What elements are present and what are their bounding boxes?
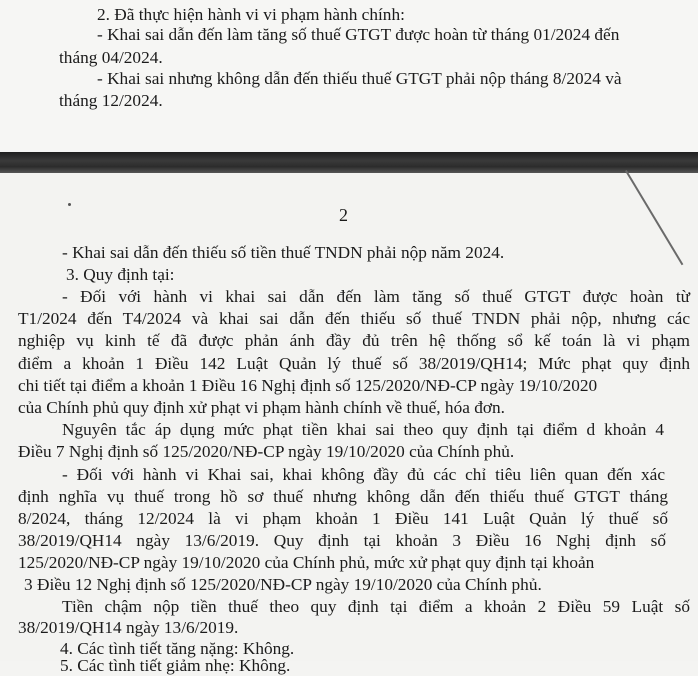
paragraph-line: - Khai sai nhưng không dẫn đến thiếu thuế GTGT phải nộp tháng 8/2024 và	[97, 69, 622, 88]
paragraph-line: tháng 04/2024.	[59, 48, 163, 67]
page-number: 2	[339, 205, 348, 225]
paragraph-line: 3 Điều 12 Nghị định số 125/2020/NĐ-CP ngày 19/10/2020 của Chính phủ.	[24, 575, 542, 594]
paragraph-line: 38/2019/QH14 ngày 13/6/2019. Quy định tại khoản 3 Điều 16 Nghị định số	[18, 531, 666, 550]
paragraph-line: T1/2024 đến T4/2024 và khai sai dẫn đến thiếu số thuế TNDN phải nộp, nhưng các	[18, 309, 690, 328]
page-gap-shadow	[0, 152, 698, 173]
paragraph-line: 38/2019/QH14 ngày 13/6/2019.	[18, 618, 239, 637]
top-page	[0, 0, 698, 152]
paragraph-line: của Chính phủ quy định xử phạt vi phạm hành chính về thuế, hóa đơn.	[18, 398, 505, 417]
section-4-heading: 4. Các tình tiết tăng nặng: Không.	[60, 639, 295, 658]
paragraph-line: - Đối với hành vi khai sai dẫn đến làm tăng số thuế GTGT được hoàn từ	[62, 287, 690, 306]
paragraph-line: Tiền chậm nộp tiền thuế theo quy định tại điểm a khoản 2 Điều 59 Luật số	[62, 597, 690, 616]
paragraph-line: tháng 12/2024.	[59, 91, 163, 110]
paragraph-line: 8/2024, tháng 12/2024 là vi phạm khoản 1 Điều 141 Luật Quản lý thuế số	[18, 509, 668, 528]
paragraph-line: Điều 7 Nghị định số 125/2020/NĐ-CP ngày 19/10/2020 của Chính phủ.	[18, 442, 515, 461]
paragraph-line: 125/2020/NĐ-CP ngày 19/10/2020 của Chính phủ, mức xử phạt quy định tại khoản	[18, 553, 595, 572]
paragraph-line: điểm a khoản 1 Điều 142 Luật Quản lý thuế số 38/2019/QH14; Mức phạt quy định	[18, 354, 690, 373]
paragraph-line: - Khai sai dẫn đến thiếu số tiền thuế TNDN phải nộp năm 2024.	[62, 243, 505, 262]
ink-speck	[68, 203, 71, 206]
paragraph-line: Nguyên tắc áp dụng mức phạt tiền khai sai theo quy định tại điểm d khoản 4	[62, 420, 664, 439]
paragraph-line: chi tiết tại điểm a khoản 1 Điều 16 Nghị định số 125/2020/NĐ-CP ngày 19/10/2020	[18, 376, 598, 395]
section-3-heading: 3. Quy định tại:	[66, 265, 175, 284]
paragraph-line: - Đối với hành vi Khai sai, khai không đầy đủ các chỉ tiêu liên quan đến xác	[62, 465, 665, 484]
paragraph-line: định nghĩa vụ thuế trong hồ sơ thuế nhưng không dẫn đến thiếu thuế GTGT tháng	[18, 487, 668, 506]
section-5-heading: 5. Các tình tiết giảm nhẹ: Không.	[60, 656, 291, 675]
paragraph-line: - Khai sai dẫn đến làm tăng số thuế GTGT được hoàn từ tháng 01/2024 đến	[97, 25, 620, 44]
section-2-heading: 2. Đã thực hiện hành vi vi phạm hành chính:	[97, 5, 405, 24]
paragraph-line: nghiệp vụ kinh tế đã được phản ánh đầy đủ trên hệ thống sổ kế toán là vi phạm	[18, 331, 690, 350]
